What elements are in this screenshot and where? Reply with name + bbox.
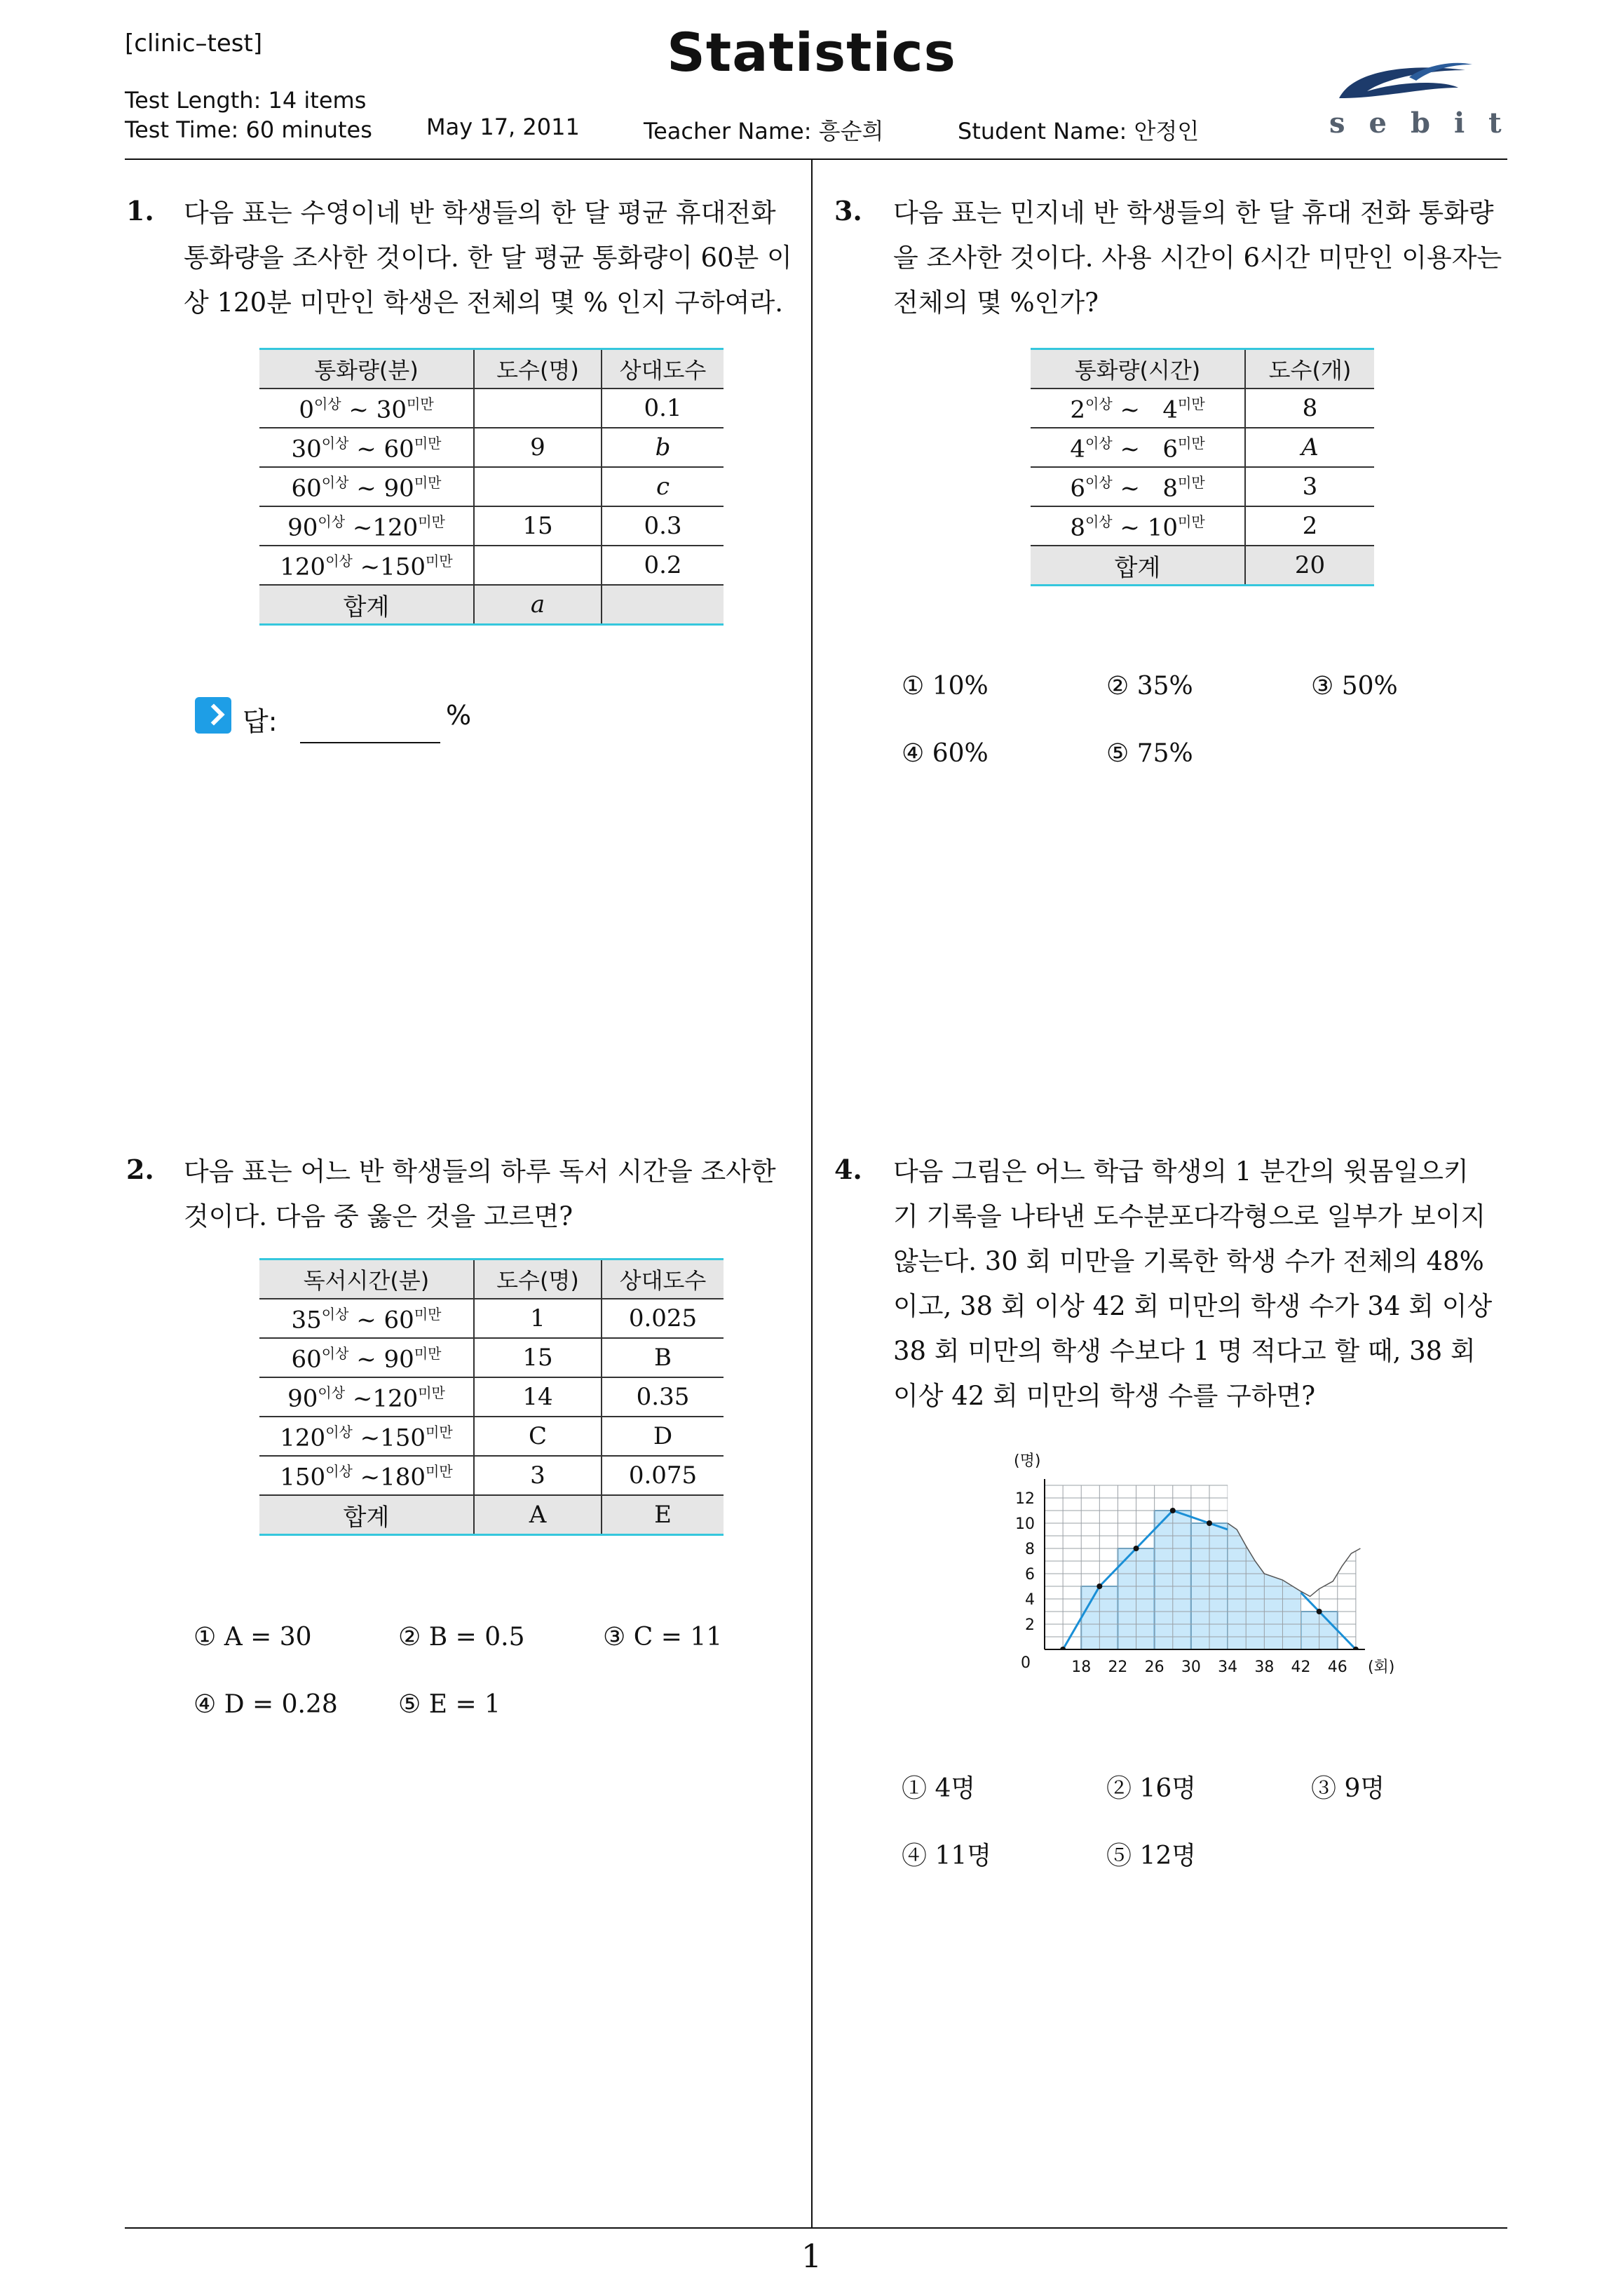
total-frequency: A bbox=[474, 1495, 602, 1535]
q4-choice-5[interactable]: ⑤ 12명 bbox=[1106, 1842, 1197, 1870]
table-row bbox=[1031, 467, 1374, 506]
q3-line: 다음 표는 민지네 반 학생들의 한 달 휴대 전화 통화량 bbox=[893, 198, 1494, 228]
q2-header-cell: 도수(명) bbox=[474, 1260, 602, 1299]
polygon-point bbox=[1207, 1520, 1212, 1526]
answer-blank[interactable] bbox=[300, 742, 440, 743]
relative-frequency-cell: B bbox=[602, 1338, 724, 1377]
page-number: 1 bbox=[801, 2237, 822, 2275]
q4-line: 다음 그림은 어느 학급 학생의 1 분간의 윗몸일으키 bbox=[893, 1156, 1469, 1187]
y-tick-label: 12 bbox=[1015, 1490, 1035, 1508]
total-relative-frequency bbox=[602, 585, 724, 625]
page-title: Statistics bbox=[667, 21, 956, 83]
relative-frequency-cell: D bbox=[602, 1417, 724, 1456]
q4-text bbox=[893, 1149, 1492, 1419]
footer-rule bbox=[125, 2227, 1507, 2229]
relative-frequency-cell: 0.35 bbox=[602, 1377, 724, 1417]
table-row bbox=[259, 389, 724, 428]
frequency-cell: C bbox=[474, 1417, 602, 1456]
q2-text bbox=[184, 1149, 776, 1239]
q3-choice-5[interactable]: ⑤ 75% bbox=[1106, 739, 1193, 768]
student-name: Student Name: 안정인 bbox=[958, 118, 1200, 144]
q3-frequency-table bbox=[1031, 348, 1374, 586]
frequency-cell: 1 bbox=[474, 1299, 602, 1338]
relative-frequency-cell: 0.1 bbox=[602, 389, 724, 428]
polygon-point bbox=[1317, 1609, 1322, 1614]
teacher-name: Teacher Name: 흥순희 bbox=[644, 118, 884, 144]
answer-unit: % bbox=[446, 700, 472, 731]
x-tick-label: 26 bbox=[1144, 1659, 1164, 1676]
y-tick-label: 6 bbox=[1025, 1566, 1035, 1583]
visible-chart-region bbox=[1045, 1485, 1359, 1652]
q1-header-cell: 도수(명) bbox=[474, 349, 602, 389]
q3-choice-2[interactable]: ② 35% bbox=[1106, 672, 1193, 701]
class-interval: $150^{이상}$ $\sim 180^{미만}$ bbox=[259, 1456, 474, 1495]
relative-frequency-cell: b bbox=[602, 428, 724, 467]
total-label: 합계 bbox=[1031, 546, 1245, 586]
header-tag: [clinic–test] bbox=[125, 29, 263, 58]
q2-line: 다음 표는 어느 반 학생들의 하루 독서 시간을 조사한 bbox=[184, 1156, 776, 1187]
q2-choice-2[interactable]: ② B = 0.5 bbox=[398, 1623, 525, 1652]
polygon-point bbox=[1170, 1508, 1176, 1513]
x-tick-label: 46 bbox=[1327, 1659, 1347, 1676]
table-row bbox=[1031, 428, 1374, 467]
q1-header-cell: 통화량(분) bbox=[259, 349, 474, 389]
frequency-cell: 2 bbox=[1245, 506, 1374, 546]
relative-frequency-cell: c bbox=[602, 467, 724, 506]
table-row bbox=[259, 506, 724, 546]
class-interval: $35^{이상}$ ~ $60^{미만}$ bbox=[259, 1299, 474, 1338]
x-axis-label: (회) bbox=[1367, 1659, 1395, 1676]
total-frequency: 20 bbox=[1245, 546, 1374, 586]
q4-choice-2[interactable]: ② 16명 bbox=[1106, 1774, 1197, 1803]
class-interval: $0^{이상}$ ~ $30^{미만}$ bbox=[259, 389, 474, 428]
x-tick-label: 38 bbox=[1254, 1659, 1275, 1676]
polygon-point bbox=[1134, 1546, 1139, 1551]
q3-header-cell: 도수(개) bbox=[1245, 349, 1374, 389]
total-relative-frequency: E bbox=[602, 1495, 724, 1535]
table-row bbox=[1031, 506, 1374, 546]
relative-frequency-cell: 0.3 bbox=[602, 506, 724, 546]
table-row bbox=[259, 1417, 724, 1456]
q1-number: 1. bbox=[126, 195, 154, 227]
frequency-cell: 8 bbox=[1245, 389, 1374, 428]
total-frequency: a bbox=[474, 585, 602, 625]
polygon-segment bbox=[1301, 1593, 1319, 1612]
table-total-row bbox=[1031, 546, 1374, 586]
q4-choice-4[interactable]: ④ 11명 bbox=[902, 1842, 992, 1870]
relative-frequency-cell: 0.2 bbox=[602, 546, 724, 585]
y-tick-label: 4 bbox=[1025, 1591, 1035, 1609]
table-row bbox=[259, 1377, 724, 1417]
class-interval: $6^{이상}$ ~ $8^{미만}$ bbox=[1031, 467, 1245, 506]
q3-header-cell: 통화량(시간) bbox=[1031, 349, 1245, 389]
test-length: Test Length: 14 items bbox=[125, 87, 367, 114]
frequency-cell: 3 bbox=[1245, 467, 1374, 506]
frequency-cell bbox=[474, 467, 602, 506]
table-row bbox=[259, 1456, 724, 1495]
q1-header-cell: 상대도수 bbox=[602, 349, 724, 389]
q2-choice-3[interactable]: ③ C = 11 bbox=[603, 1623, 723, 1652]
q2-line: 것이다. 다음 중 옳은 것을 고르면? bbox=[184, 1201, 573, 1231]
relative-frequency-cell: 0.025 bbox=[602, 1299, 724, 1338]
column-divider bbox=[811, 160, 813, 2229]
y-tick-label: 8 bbox=[1025, 1541, 1035, 1558]
relative-frequency-cell: 0.075 bbox=[602, 1456, 724, 1495]
table-row bbox=[259, 428, 724, 467]
answer-arrow-icon bbox=[195, 697, 231, 734]
x-tick-label: 34 bbox=[1218, 1659, 1238, 1676]
q4-line: 기 기록을 나타낸 도수분포다각형으로 일부가 보이지 bbox=[893, 1201, 1486, 1231]
test-date: May 17, 2011 bbox=[426, 114, 580, 140]
q2-header-cell: 독서시간(분) bbox=[259, 1260, 474, 1299]
frequency-cell: 15 bbox=[474, 1338, 602, 1377]
frequency-cell: 14 bbox=[474, 1377, 602, 1417]
q1-line: 통화량을 조사한 것이다. 한 달 평균 통화량이 60분 이 bbox=[184, 243, 792, 273]
class-interval: $60^{이상}$ ~ $90^{미만}$ bbox=[259, 1338, 474, 1377]
class-interval: $30^{이상}$ ~ $60^{미만}$ bbox=[259, 428, 474, 467]
q3-number: 3. bbox=[834, 195, 862, 227]
frequency-cell: 9 bbox=[474, 428, 602, 467]
q4-frequency-polygon-chart bbox=[996, 1445, 1402, 1683]
x-tick-label: 42 bbox=[1291, 1659, 1311, 1676]
q2-header-cell: 상대도수 bbox=[602, 1260, 724, 1299]
q4-line: 이상 42 회 미만의 학생 수를 구하면? bbox=[893, 1381, 1316, 1411]
class-interval: $120^{이상}$ $\sim 150^{미만}$ bbox=[259, 546, 474, 585]
class-interval: $90^{이상}$ $\sim 120^{미만}$ bbox=[259, 1377, 474, 1417]
x-tick-label: 30 bbox=[1181, 1659, 1201, 1676]
q1-line: 다음 표는 수영이네 반 학생들의 한 달 평균 휴대전화 bbox=[184, 198, 776, 228]
q4-line: 않는다. 30 회 미만을 기록한 학생 수가 전체의 48% bbox=[893, 1246, 1484, 1276]
q3-line: 전체의 몇 %인가? bbox=[893, 288, 1099, 318]
q3-choice-3[interactable]: ③ 50% bbox=[1311, 672, 1398, 701]
q2-frequency-table bbox=[259, 1258, 724, 1536]
frequency-cell: 15 bbox=[474, 506, 602, 546]
total-label: 합계 bbox=[259, 1495, 474, 1535]
q3-line: 을 조사한 것이다. 사용 시간이 6시간 미만인 이용자는 bbox=[893, 243, 1502, 273]
answer-label: 답: bbox=[243, 706, 278, 737]
total-label: 합계 bbox=[259, 585, 474, 625]
q4-choice-3[interactable]: ③ 9명 bbox=[1311, 1774, 1385, 1803]
class-interval: $120^{이상}$ $\sim 150^{미만}$ bbox=[259, 1417, 474, 1456]
frequency-cell: 3 bbox=[474, 1456, 602, 1495]
x-tick-label: 22 bbox=[1108, 1659, 1128, 1676]
table-total-row bbox=[259, 585, 724, 625]
class-interval: $8^{이상}$ ~ $10^{미만}$ bbox=[1031, 506, 1245, 546]
q3-text bbox=[893, 191, 1502, 325]
y-tick-label: 2 bbox=[1025, 1616, 1035, 1634]
table-row bbox=[259, 1338, 724, 1377]
table-row bbox=[259, 467, 724, 506]
table-row bbox=[259, 546, 724, 585]
q4-number: 4. bbox=[834, 1154, 862, 1185]
y-axis-label: (명) bbox=[1014, 1452, 1041, 1470]
q3-choice-1[interactable]: ① 10% bbox=[902, 672, 989, 701]
q1-frequency-table bbox=[259, 348, 724, 626]
class-interval: $2^{이상}$ ~ $4^{미만}$ bbox=[1031, 389, 1245, 428]
y-tick-label: 10 bbox=[1015, 1515, 1035, 1533]
q4-line: 38 회 미만의 학생 수보다 1 명 적다고 할 때, 38 회 bbox=[893, 1336, 1476, 1366]
test-time: Test Time: 60 minutes bbox=[125, 116, 372, 143]
q1-line: 상 120분 미만인 학생은 전체의 몇 % 인지 구하여라. bbox=[184, 288, 783, 318]
class-interval: $60^{이상}$ ~ $90^{미만}$ bbox=[259, 467, 474, 506]
polygon-point bbox=[1096, 1583, 1102, 1589]
q2-choice-5[interactable]: ⑤ E = 1 bbox=[398, 1690, 501, 1719]
q4-line: 이고, 38 회 이상 42 회 미만의 학생 수가 34 회 이상 bbox=[893, 1291, 1493, 1321]
table-row bbox=[259, 1299, 724, 1338]
class-interval: $90^{이상}$ $\sim 120^{미만}$ bbox=[259, 506, 474, 546]
logo-text: sebit bbox=[1329, 107, 1526, 140]
q1-text bbox=[184, 191, 792, 325]
x-tick-label: 18 bbox=[1071, 1659, 1092, 1676]
q3-choice-4[interactable]: ④ 60% bbox=[902, 739, 989, 768]
q2-number: 2. bbox=[126, 1154, 154, 1185]
header-rule bbox=[125, 158, 1507, 160]
q2-choice-4[interactable]: ④ D = 0.28 bbox=[193, 1690, 338, 1719]
origin-label: 0 bbox=[1021, 1654, 1031, 1672]
frequency-cell: A bbox=[1245, 428, 1374, 467]
table-row bbox=[1031, 389, 1374, 428]
table-total-row bbox=[259, 1495, 724, 1535]
q4-choice-1[interactable]: ① 4명 bbox=[902, 1774, 976, 1803]
class-interval: $4^{이상}$ ~ $6^{미만}$ bbox=[1031, 428, 1245, 467]
q2-choice-1[interactable]: ① A = 30 bbox=[193, 1623, 312, 1652]
frequency-cell bbox=[474, 389, 602, 428]
frequency-cell bbox=[474, 546, 602, 585]
